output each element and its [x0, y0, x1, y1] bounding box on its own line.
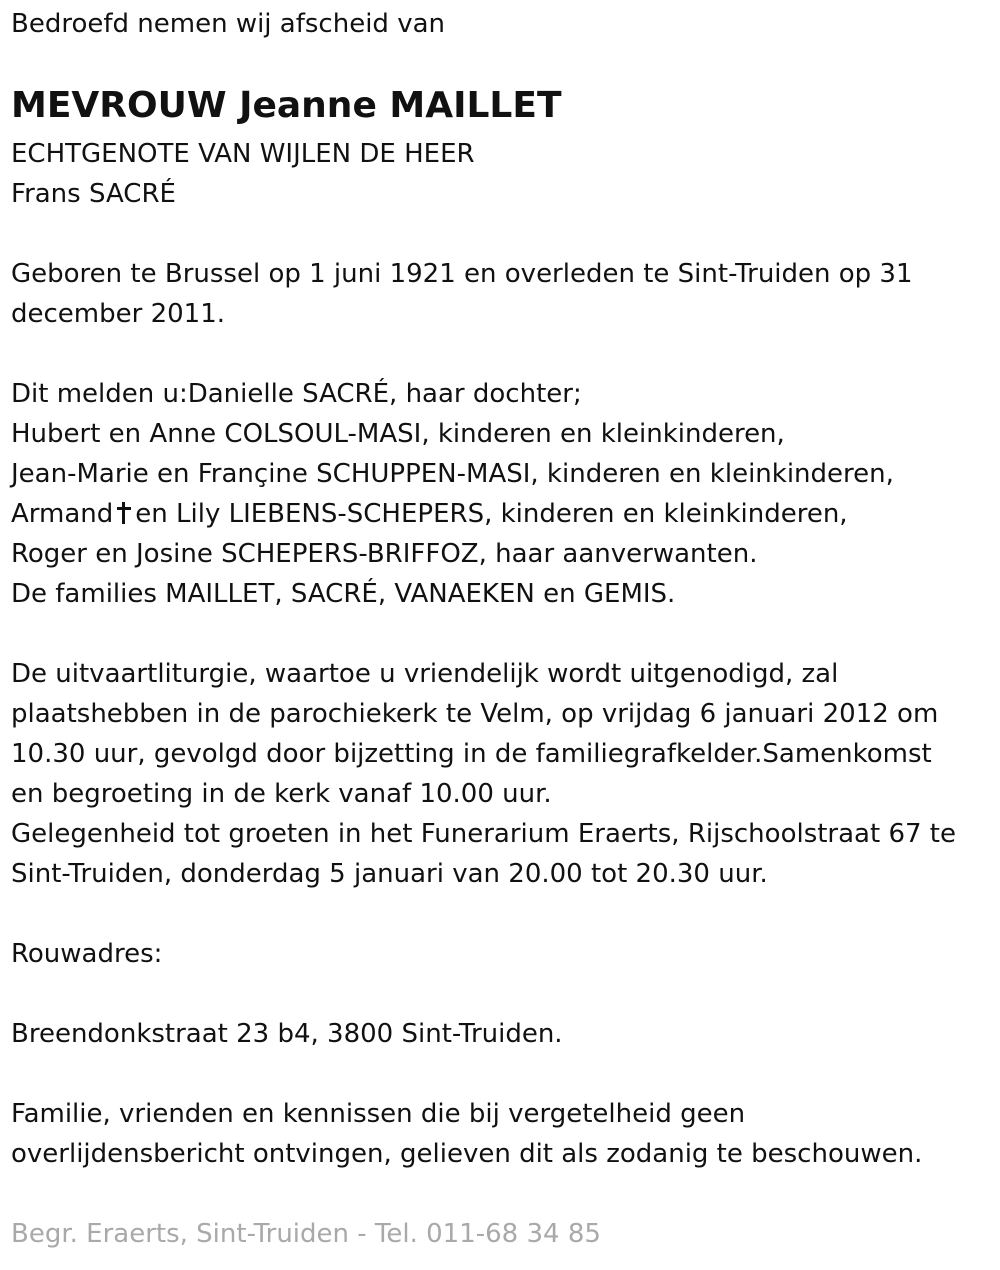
- birth-death-line: Geboren te Brussel op 1 juni 1921 en overleden te Sint-Truiden op 31: [11, 259, 913, 289]
- funeral-line: Sint-Truiden, donderdag 5 januari van 20.00 tot 20.30 uur.: [11, 859, 768, 889]
- address-label: Rouwadres:: [11, 939, 163, 969]
- closing-line: Familie, vrienden en kennissen die bij vergetelheid geen: [11, 1099, 746, 1129]
- funeral-block: [11, 654, 956, 894]
- family-line-rest: en Lily LIEBENS-SCHEPERS, kinderen en kleinkinderen,: [135, 499, 848, 529]
- funeral-line: 10.30 uur, gevolgd door bijzetting in de familiegrafkelder.Samenkomst: [11, 739, 932, 769]
- funeral-home-footer: Begr. Eraerts, Sint-Truiden - Tel. 011-68 34 85: [11, 1219, 601, 1249]
- family-line: De families MAILLET, SACRÉ, VANAEKEN en GEMIS.: [11, 579, 676, 609]
- family-line: [11, 494, 894, 534]
- spouse-line: ECHTGENOTE VAN WIJLEN DE HEER: [11, 139, 475, 169]
- family-line: Dit melden u:Danielle SACRÉ, haar dochter;: [11, 379, 582, 409]
- latin-cross-icon: [117, 502, 131, 524]
- family-block: [11, 374, 894, 614]
- family-member-name: Armand: [11, 499, 114, 529]
- closing-block: [11, 1094, 922, 1174]
- family-line: Jean-Marie en Françine SCHUPPEN-MASI, kinderen en kleinkinderen,: [11, 459, 894, 489]
- family-line: Hubert en Anne COLSOUL-MASI, kinderen en kleinkinderen,: [11, 419, 785, 449]
- family-line: Roger en Josine SCHEPERS-BRIFFOZ, haar aanverwanten.: [11, 539, 758, 569]
- spouse-block: [11, 134, 475, 214]
- funeral-line: De uitvaartliturgie, waartoe u vriendelijk wordt uitgenodigd, zal: [11, 659, 839, 689]
- spouse-name: Frans SACRÉ: [11, 179, 176, 209]
- intro-text: Bedroefd nemen wij afscheid van: [11, 9, 445, 39]
- mourning-address: Breendonkstraat 23 b4, 3800 Sint-Truiden.: [11, 1019, 563, 1049]
- birth-death-block: [11, 254, 913, 334]
- deceased-name: MEVROUW Jeanne MAILLET: [11, 85, 562, 126]
- closing-line: overlijdensbericht ontvingen, gelieven dit als zodanig te beschouwen.: [11, 1139, 923, 1169]
- funeral-line: en begroeting in de kerk vanaf 10.00 uur.: [11, 779, 552, 809]
- funeral-line: Gelegenheid tot groeten in het Funerarium Eraerts, Rijschoolstraat 67 te: [11, 819, 956, 849]
- birth-death-line: december 2011.: [11, 299, 226, 329]
- funeral-line: plaatshebben in de parochiekerk te Velm, op vrijdag 6 januari 2012 om: [11, 699, 939, 729]
